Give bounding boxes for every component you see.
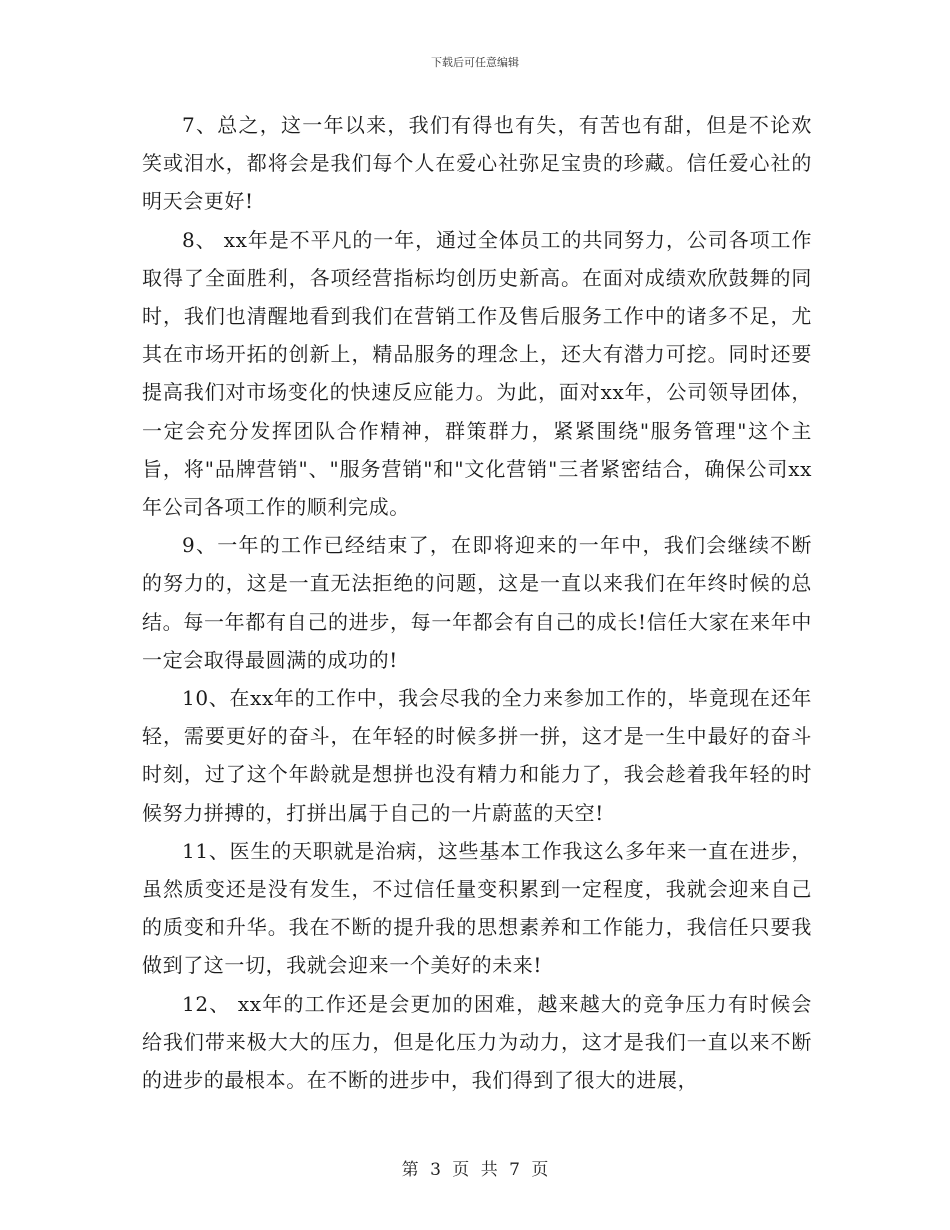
paragraph-8: 8、 xx年是不平凡的一年，通过全体员工的共同努力，公司各项工作取得了全面胜利，各项经营指标均创历史新高。在面对成绩欢欣鼓舞的同时，我们也清醒地看到我们在营销工作及售后服务工作中的诸多不足，尤其在市场开拓的创新上，精品服务的理念上，还大有潜力可挖。同时还要提高我们对市场变化的快速反应能力。为此，面对xx年，公司领导团体，一定会充分发挥团队合作精神，群策群力，紧紧围绕"服务管理"这个主旨，将"品牌营销"、"服务营销"和"文化营销"三者紧密结合，确保公司xx年公司各项工作的顺利完成。 <box>142 227 812 520</box>
paragraph-9: 9、一年的工作已经结束了，在即将迎来的一年中，我们会继续不断的努力的，这是一直无法拒绝的问题，这是一直以来我们在年终时候的总结。每一年都有自己的进步，每一年都会有自己的成长!信任大家在来年中一定会取得最圆满的成功的! <box>142 533 812 672</box>
paragraph-12: 12、 xx年的工作还是会更加的困难，越来越大的竞争压力有时候会给我们带来极大大的压力，但是化压力为动力，这才是我们一直以来不断的进步的最根本。在不断的进步中，我们得到了很大的进展， <box>142 991 812 1093</box>
page-footer: 第 3 页 共 7 页 <box>401 1160 549 1180</box>
document-body <box>142 106 812 1099</box>
page-header: 下载后可任意编辑 <box>431 56 519 69</box>
paragraph-7: 7、总之，这一年以来，我们有得也有失，有苦也有甜，但是不论欢笑或泪水，都将会是我们每个人在爱心社弥足宝贵的珍藏。信任爱心社的明天会更好! <box>142 113 812 214</box>
paragraph-11: 11、医生的天职就是治病，这些基本工作我这么多年来一直在进步，虽然质变还是没有发生，不过信任量变积累到一定程度，我就会迎来自己的质变和升华。我在不断的提升我的思想素养和工作能力，我信任只要我做到了这一切，我就会迎来一个美好的未来! <box>142 838 812 978</box>
paragraph-10: 10、在xx年的工作中，我会尽我的全力来参加工作的，毕竟现在还年轻，需要更好的奋斗，在年轻的时候多拼一拼，这才是一生中最好的奋斗时刻，过了这个年龄就是想拼也没有精力和能力了，我会趁着我年轻的时候努力拼搏的，打拼出属于自己的一片蔚蓝的天空! <box>142 686 812 825</box>
